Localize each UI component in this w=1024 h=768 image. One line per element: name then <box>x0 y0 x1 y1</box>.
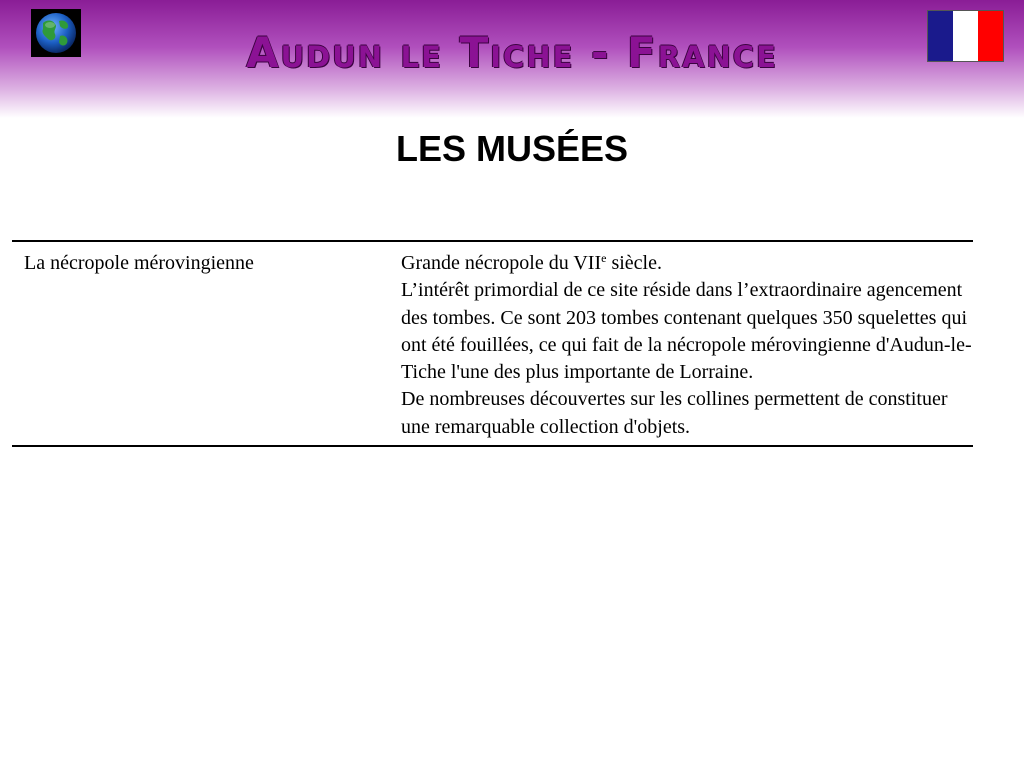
description-paragraph-1: L’intérêt primordial de ce site réside dans l’extraordinaire agencement des tombes. Ce sont 203 tombes contenant quelques 350 squelettes qui ont été fouillées, ce qui fait de la nécropole mérovingienne d'Audun-le-Tiche l'une des plus importante de Lorraine. <box>401 279 972 384</box>
museum-name: La nécropole mérovingienne <box>24 252 254 274</box>
french-flag-icon <box>927 10 1004 62</box>
site-title: Audun le Tiche - France <box>246 28 778 77</box>
museum-name-cell <box>12 250 401 441</box>
page-heading: LES MUSÉES <box>395 128 629 169</box>
header-band <box>0 0 1024 118</box>
description-first-line: Grande nécropole du VIIe siècle. <box>401 251 662 274</box>
museum-description-cell <box>401 250 973 441</box>
museum-table <box>12 240 973 447</box>
description-paragraph-2: De nombreuses découvertes sur les collines permettent de constituer une remarquable collection d'objets. <box>401 388 948 438</box>
